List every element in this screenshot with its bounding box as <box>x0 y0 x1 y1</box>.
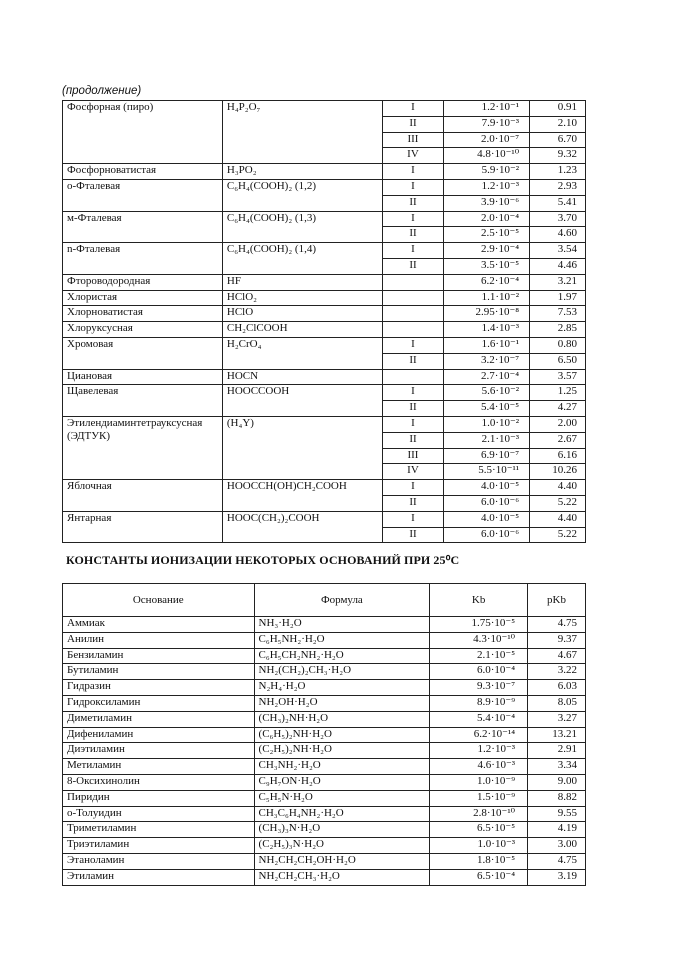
ka-value: 6.0·10⁻⁶ <box>444 527 530 543</box>
acid-name: Щавелевая <box>63 385 223 417</box>
acid-name: Фосфорная (пиро) <box>63 101 223 164</box>
kb-value: 1.5·10⁻⁹ <box>430 790 528 806</box>
base-name: Бензиламин <box>63 648 255 664</box>
table-row <box>63 806 586 822</box>
dissociation-stage: II <box>382 495 444 511</box>
dissociation-stage: I <box>382 101 444 117</box>
dissociation-stage <box>382 322 444 338</box>
base-name: Аммиак <box>63 617 255 633</box>
table-row <box>63 695 586 711</box>
base-formula: CH₃C₆H₄NH₂·H₂O <box>254 806 430 822</box>
pka-value: 10.26 <box>530 464 586 480</box>
base-name: Диметиламин <box>63 711 255 727</box>
kb-value: 6.5·10⁻⁵ <box>430 822 528 838</box>
acid-formula: (H₄Y) <box>222 416 382 479</box>
ka-value: 3.5·10⁻⁵ <box>444 258 530 274</box>
pka-value: 2.10 <box>530 116 586 132</box>
kb-value: 1.2·10⁻³ <box>430 743 528 759</box>
dissociation-stage: I <box>382 511 444 527</box>
kb-value: 2.8·10⁻¹⁰ <box>430 806 528 822</box>
ka-value: 3.2·10⁻⁷ <box>444 353 530 369</box>
dissociation-stage: I <box>382 480 444 496</box>
acid-formula: C₆H₄(COOH)₂ (1,4) <box>222 243 382 275</box>
acid-formula: HOCN <box>222 369 382 385</box>
base-formula: NH₂CH₂CH₂OH·H₂O <box>254 853 430 869</box>
table-row <box>63 727 586 743</box>
base-name: Дифениламин <box>63 727 255 743</box>
acid-name: Яблочная <box>63 480 223 512</box>
base-formula: (CH₃)₂NH·H₂O <box>254 711 430 727</box>
table-row <box>63 322 586 338</box>
table-row <box>63 416 586 432</box>
acid-constants-table <box>62 100 586 543</box>
base-formula: CH₃NH₂·H₂O <box>254 759 430 775</box>
pka-value: 3.21 <box>530 274 586 290</box>
dissociation-stage: II <box>382 527 444 543</box>
base-formula: NH₃·H₂O <box>254 617 430 633</box>
dissociation-stage: II <box>382 258 444 274</box>
pka-value: 1.23 <box>530 164 586 180</box>
kb-value: 1.0·10⁻³ <box>430 838 528 854</box>
ka-value: 5.9·10⁻² <box>444 164 530 180</box>
base-name: Диэтиламин <box>63 743 255 759</box>
table-row <box>63 743 586 759</box>
pka-value: 5.22 <box>530 495 586 511</box>
pka-value: 6.70 <box>530 132 586 148</box>
base-name: Гидразин <box>63 680 255 696</box>
base-name: Триметиламин <box>63 822 255 838</box>
acid-name: Фосфорноватистая <box>63 164 223 180</box>
base-formula: NH₂CH₂CH₃·H₂O <box>254 869 430 885</box>
base-formula: NH₂OH·H₂O <box>254 695 430 711</box>
pka-value: 4.60 <box>530 227 586 243</box>
acid-name: Хлоруксусная <box>63 322 223 338</box>
dissociation-stage: III <box>382 132 444 148</box>
pkb-value: 3.22 <box>528 664 586 680</box>
dissociation-stage: II <box>382 432 444 448</box>
pka-value: 0.91 <box>530 101 586 117</box>
dissociation-stage: I <box>382 385 444 401</box>
kb-value: 4.3·10⁻¹⁰ <box>430 632 528 648</box>
table-row <box>63 101 586 117</box>
base-formula: C₆H₅NH₂·H₂O <box>254 632 430 648</box>
pka-value: 7.53 <box>530 306 586 322</box>
ka-value: 5.4·10⁻⁵ <box>444 401 530 417</box>
ka-value: 6.2·10⁻⁴ <box>444 274 530 290</box>
acid-name: Фтороводородная <box>63 274 223 290</box>
pkb-value: 4.67 <box>528 648 586 664</box>
base-formula: (C₂H₅)₂NH·H₂O <box>254 743 430 759</box>
ka-value: 6.0·10⁻⁶ <box>444 495 530 511</box>
pka-value: 4.40 <box>530 480 586 496</box>
acid-name: Хлористая <box>63 290 223 306</box>
acid-name: Циановая <box>63 369 223 385</box>
dissociation-stage <box>382 290 444 306</box>
dissociation-stage: I <box>382 337 444 353</box>
base-formula: C₅H₅N·H₂O <box>254 790 430 806</box>
dissociation-stage: I <box>382 211 444 227</box>
table-row <box>63 774 586 790</box>
kb-value: 2.1·10⁻⁵ <box>430 648 528 664</box>
ka-value: 3.9·10⁻⁶ <box>444 195 530 211</box>
acid-formula: HClO₂ <box>222 290 382 306</box>
acid-formula: HOOCCOOH <box>222 385 382 417</box>
table-row <box>63 648 586 664</box>
pka-value: 2.85 <box>530 322 586 338</box>
pka-value: 6.16 <box>530 448 586 464</box>
kb-value: 6.5·10⁻⁴ <box>430 869 528 885</box>
dissociation-stage: IV <box>382 148 444 164</box>
pka-value: 2.67 <box>530 432 586 448</box>
table-row <box>63 759 586 775</box>
base-name: Этиламин <box>63 869 255 885</box>
table-row <box>63 790 586 806</box>
dissociation-stage: IV <box>382 464 444 480</box>
continuation-label: (продолжение) <box>62 85 142 97</box>
ka-value: 2.0·10⁻⁴ <box>444 211 530 227</box>
table-row <box>63 369 586 385</box>
dissociation-stage <box>382 306 444 322</box>
table-row <box>63 337 586 353</box>
table-row <box>63 164 586 180</box>
table-row <box>63 306 586 322</box>
acid-formula: C₆H₄(COOH)₂ (1,2) <box>222 179 382 211</box>
dissociation-stage: II <box>382 116 444 132</box>
dissociation-stage: I <box>382 164 444 180</box>
pkb-value: 2.91 <box>528 743 586 759</box>
kb-value: 6.2·10⁻¹⁴ <box>430 727 528 743</box>
pka-value: 2.00 <box>530 416 586 432</box>
header-kb: Kb <box>430 584 528 617</box>
ka-value: 2.95·10⁻⁸ <box>444 306 530 322</box>
acid-formula: HOOCCH(OH)CH₂COOH <box>222 480 382 512</box>
acid-formula: HClO <box>222 306 382 322</box>
base-name: Гидроксиламин <box>63 695 255 711</box>
ka-value: 2.0·10⁻⁷ <box>444 132 530 148</box>
pkb-value: 6.03 <box>528 680 586 696</box>
dissociation-stage: I <box>382 243 444 259</box>
table-row <box>63 617 586 633</box>
ka-value: 1.2·10⁻³ <box>444 179 530 195</box>
pka-value: 3.54 <box>530 243 586 259</box>
ka-value: 2.7·10⁻⁴ <box>444 369 530 385</box>
acid-name: Хлорноватистая <box>63 306 223 322</box>
table-row <box>63 869 586 885</box>
pka-value: 5.41 <box>530 195 586 211</box>
ka-value: 5.5·10⁻¹¹ <box>444 464 530 480</box>
table-row <box>63 511 586 527</box>
kb-value: 1.75·10⁻⁵ <box>430 617 528 633</box>
ka-value: 1.2·10⁻¹ <box>444 101 530 117</box>
pka-value: 4.40 <box>530 511 586 527</box>
kb-value: 8.9·10⁻⁹ <box>430 695 528 711</box>
acid-formula: H₃PO₂ <box>222 164 382 180</box>
base-formula: N₂H₄·H₂O <box>254 680 430 696</box>
pkb-value: 4.75 <box>528 853 586 869</box>
dissociation-stage: II <box>382 195 444 211</box>
base-name: Этаноламин <box>63 853 255 869</box>
acid-formula: H₄P₂O₇ <box>222 101 382 164</box>
ka-value: 2.9·10⁻⁴ <box>444 243 530 259</box>
base-formula: NH₂(CH₂)₂CH₃·H₂O <box>254 664 430 680</box>
kb-value: 9.3·10⁻⁷ <box>430 680 528 696</box>
pkb-value: 8.05 <box>528 695 586 711</box>
dissociation-stage: I <box>382 179 444 195</box>
table-row <box>63 853 586 869</box>
pka-value: 1.25 <box>530 385 586 401</box>
ka-value: 1.6·10⁻¹ <box>444 337 530 353</box>
base-formula: C₉H₇ON·H₂O <box>254 774 430 790</box>
dissociation-stage: III <box>382 448 444 464</box>
acid-name: Этилендиаминтетрауксусная (ЭДТУК) <box>63 416 223 479</box>
header-pkb: pKb <box>528 584 586 617</box>
ka-value: 4.0·10⁻⁵ <box>444 480 530 496</box>
dissociation-stage: II <box>382 401 444 417</box>
base-name: Триэтиламин <box>63 838 255 854</box>
dissociation-stage: I <box>382 416 444 432</box>
base-name: Анилин <box>63 632 255 648</box>
dissociation-stage: II <box>382 227 444 243</box>
acid-formula: HF <box>222 274 382 290</box>
pka-value: 3.70 <box>530 211 586 227</box>
acid-formula: C₆H₄(COOH)₂ (1,3) <box>222 211 382 243</box>
acid-formula: CH₂ClCOOH <box>222 322 382 338</box>
kb-value: 6.0·10⁻⁴ <box>430 664 528 680</box>
ka-value: 2.5·10⁻⁵ <box>444 227 530 243</box>
pka-value: 9.32 <box>530 148 586 164</box>
acid-name: Хромовая <box>63 337 223 369</box>
dissociation-stage <box>382 274 444 290</box>
table-row <box>63 211 586 227</box>
pkb-value: 9.37 <box>528 632 586 648</box>
table-row <box>63 290 586 306</box>
base-name: о-Толуидин <box>63 806 255 822</box>
pkb-value: 4.19 <box>528 822 586 838</box>
ka-value: 7.9·10⁻³ <box>444 116 530 132</box>
ka-value: 1.4·10⁻³ <box>444 322 530 338</box>
table-row <box>63 632 586 648</box>
acid-name: Янтарная <box>63 511 223 543</box>
pka-value: 4.46 <box>530 258 586 274</box>
base-formula: (C₂H₅)₃N·H₂O <box>254 838 430 854</box>
base-name: Пиридин <box>63 790 255 806</box>
table-row <box>63 480 586 496</box>
pka-value: 2.93 <box>530 179 586 195</box>
pka-value: 6.50 <box>530 353 586 369</box>
acid-name: n-Фталевая <box>63 243 223 275</box>
pkb-value: 3.34 <box>528 759 586 775</box>
pka-value: 5.22 <box>530 527 586 543</box>
dissociation-stage <box>382 369 444 385</box>
ka-value: 2.1·10⁻³ <box>444 432 530 448</box>
ka-value: 5.6·10⁻² <box>444 385 530 401</box>
pkb-value: 9.55 <box>528 806 586 822</box>
acid-formula: HOOC(CH₂)₂COOH <box>222 511 382 543</box>
acid-name: м-Фталевая <box>63 211 223 243</box>
pkb-value: 3.19 <box>528 869 586 885</box>
header-formula: Формула <box>254 584 430 617</box>
acid-name: o-Фталевая <box>63 179 223 211</box>
dissociation-stage: II <box>382 353 444 369</box>
pkb-value: 13.21 <box>528 727 586 743</box>
base-formula: (CH₃)₃N·H₂O <box>254 822 430 838</box>
base-name: Бутиламин <box>63 664 255 680</box>
table-row <box>63 385 586 401</box>
table-row <box>63 711 586 727</box>
base-constants-table <box>62 583 586 886</box>
ka-value: 4.0·10⁻⁵ <box>444 511 530 527</box>
pkb-value: 8.82 <box>528 790 586 806</box>
base-formula: C₆H₅CH₂NH₂·H₂O <box>254 648 430 664</box>
pkb-value: 3.00 <box>528 838 586 854</box>
ka-value: 1.0·10⁻² <box>444 416 530 432</box>
base-name: Метиламин <box>63 759 255 775</box>
pka-value: 0.80 <box>530 337 586 353</box>
table-row <box>63 822 586 838</box>
base-name: 8-Оксихинолин <box>63 774 255 790</box>
table-row <box>63 664 586 680</box>
header-row <box>63 584 586 617</box>
table-row <box>63 274 586 290</box>
kb-value: 1.0·10⁻⁹ <box>430 774 528 790</box>
table-row <box>63 680 586 696</box>
pka-value: 1.97 <box>530 290 586 306</box>
base-formula: (C₆H₅)₂NH·H₂O <box>254 727 430 743</box>
table-row <box>63 243 586 259</box>
pka-value: 3.57 <box>530 369 586 385</box>
table-row <box>63 838 586 854</box>
pka-value: 4.27 <box>530 401 586 417</box>
acid-formula: H₂CrO₄ <box>222 337 382 369</box>
ka-value: 4.8·10⁻¹⁰ <box>444 148 530 164</box>
kb-value: 4.6·10⁻³ <box>430 759 528 775</box>
ka-value: 6.9·10⁻⁷ <box>444 448 530 464</box>
table-row <box>63 179 586 195</box>
pkb-value: 4.75 <box>528 617 586 633</box>
pkb-value: 9.00 <box>528 774 586 790</box>
header-base: Основание <box>63 584 255 617</box>
bases-heading: КОНСТАНТЫ ИОНИЗАЦИИ НЕКОТОРЫХ ОСНОВАНИЙ ПРИ 25⁰С <box>66 553 460 567</box>
ka-value: 1.1·10⁻² <box>444 290 530 306</box>
kb-value: 5.4·10⁻⁴ <box>430 711 528 727</box>
pkb-value: 3.27 <box>528 711 586 727</box>
kb-value: 1.8·10⁻⁵ <box>430 853 528 869</box>
